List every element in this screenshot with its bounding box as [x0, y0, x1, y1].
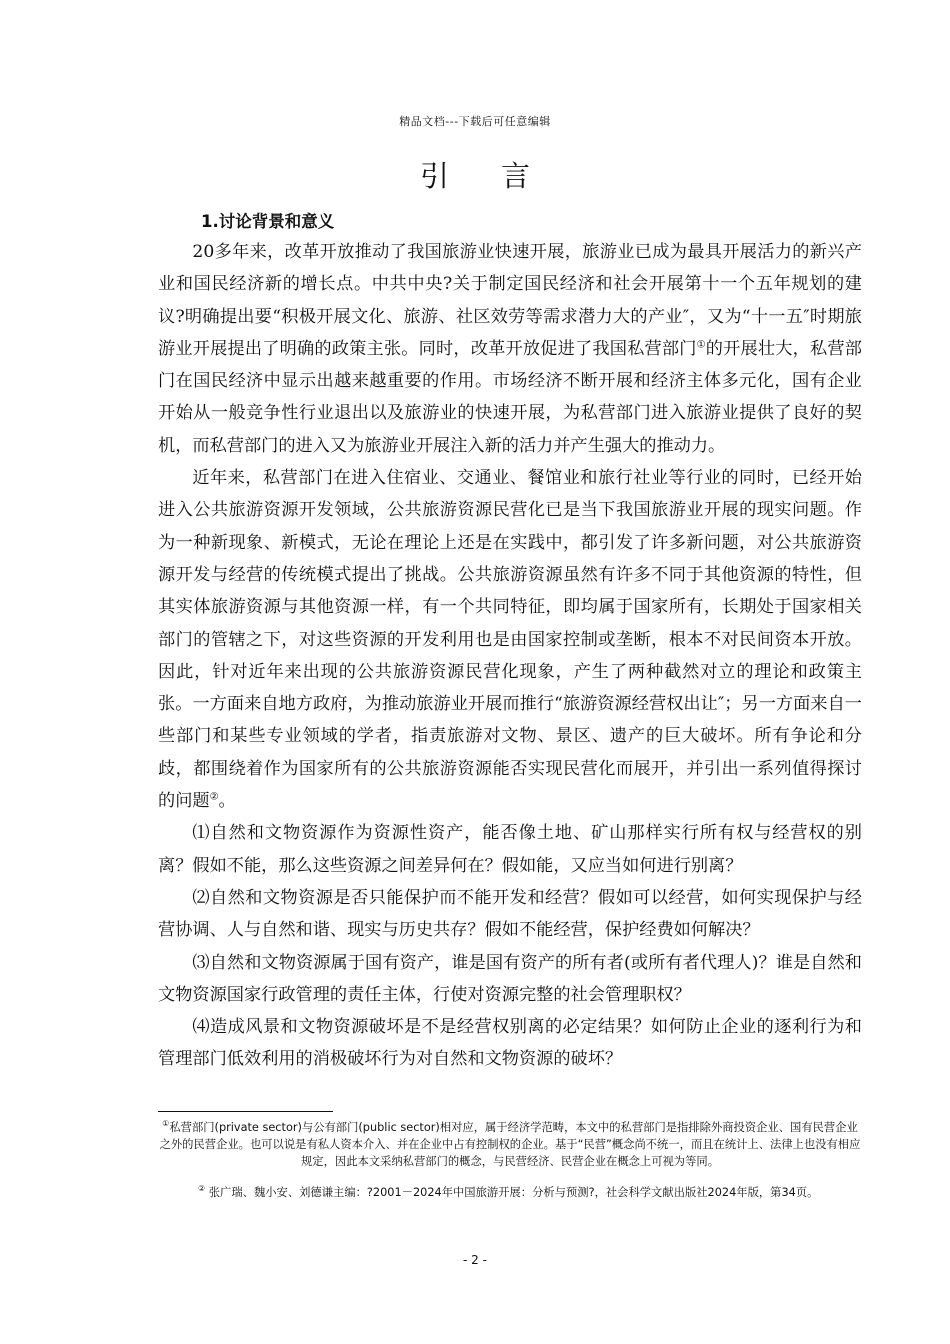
footnote-divider: [158, 1111, 333, 1112]
paragraph-text: 20多年来，改革开放推动了我国旅游业快速开展，旅游业已成为最具开展活力的新兴产业和国民经济新的增长点。中共中央?关于制定国民经济和社会开展第十一个五年规划的建议?明确提出要“积极开展文化、旅游、社区效劳等需求潜力大的产业″，又为“十一五″时期旅游业开展提出了明确的政策主张。同时，改革开放促进了我国私营部门: [158, 242, 862, 359]
body-text: [158, 236, 862, 1076]
footnote-1: [158, 1119, 862, 1170]
paragraph-text: ⑴自然和文物资源作为资源性资产，能否像土地、矿山那样实行所有权与经营权的别离？假如不能，那么这些资源之间差异何在？假如能，又应当如何进行别离？: [158, 823, 862, 876]
page-number: - 2 -: [463, 1253, 487, 1267]
footnote-2: [158, 1184, 862, 1201]
paragraph-text: ⑶自然和文物资源属于国有资产，谁是国有资产的所有者(或所有者代理人)？谁是自然和文物资源国家行政管理的责任主体，行使对资源完整的社会管理职权？: [158, 952, 862, 1005]
paragraph-text: ⑵自然和文物资源是否只能保护而不能开发和经营？假如可以经营，如何实现保护与经营协调、人与自然和谐、现实与历史共存？假如不能经营，保护经费如何解决？: [158, 887, 862, 941]
page-header: 精品文档---下载后可任意编辑: [399, 115, 551, 128]
footnote-text: 张广瑞、魏小安、刘德谦主编：?2001－2024年中国旅游开展：分析与预测?，社会科学文献出版社2024年版，第34页。: [205, 1186, 819, 1199]
footnote-text: 私营部门(private sector)与公有部门(public sector)相对应，属于经济学范畴，本文中的私营部门是指排除外商投资企业、国有民营企业之外的民营企业。也可以说是有私人资本介入、并在企业中占有控制权的企业。基于“民营”概念尚不统一，而且在统计上、法律上也没有相应规定，因此本文采纳私营部门的概念，与民营经济、民营企业在概念上可视为等同。: [159, 1121, 861, 1168]
paragraph-text: ⑷造成风景和文物资源破坏是不是经营权别离的必定结果？如何防止企业的逐利行为和管理部门低效利用的消极破坏行为对自然和文物资源的破坏？: [158, 1017, 862, 1070]
question-item: [158, 1011, 862, 1076]
paragraph-text: 的开展壮大，私营部门在国民经济中显示出越来越重要的作用。市场经济不断开展和经济主体多元化，国有企业开始从一般竞争性行业退出以及旅游业的快速开展，为私营部门进入旅游业提供了良好的契机，而私营部门的进入又为旅游业开展注入新的活力并产生强大的推动力。: [158, 338, 862, 456]
footnote-reference[interactable]: ②: [209, 791, 219, 803]
paragraph-text: 近年来，私营部门在进入住宿业、交通业、餐馆业和旅行社业等行业的同时，已经开始进入公共旅游资源开发领域，公共旅游资源民营化已是当下我国旅游业开展的现实问题。作为一种新现象、新模式，无论在理论上还是在实践中，都引发了许多新问题，对公共旅游资源开发与经营的传统模式提出了挑战。公共旅游资源虽然有许多不同于其他资源的特性，但其实体旅游资源与其他资源一样，有一个共同特征，即均属于国家所有，长期处于国家相关部门的管辖之下，对这些资源的开发利用也是由国家控制或垄断，根本不对民间资本开放。因此，针对近年来出现的公共旅游资源民营化现象，产生了两种截然对立的理论和政策主张。一方面来自地方政府，为推动旅游业开展而推行“旅游资源经营权出让″；另一方面来自一些部门和某些专业领域的学者，指责旅游对文物、景区、遗产的巨大破坏。所有争论和分歧，都围绕着作为国家所有的公共旅游资源能否实现民营化而展开，并引出一系列值得探讨的问题: [158, 468, 862, 812]
paragraph-text: 。: [218, 791, 236, 812]
question-item: [158, 947, 862, 1012]
paragraph: [158, 236, 862, 462]
chapter-title: 引言: [419, 159, 582, 193]
question-item: [158, 882, 862, 947]
footnote-mark: ②: [198, 1184, 206, 1194]
paragraph: [158, 462, 862, 817]
section-heading: 1.讨论背景和意义: [201, 212, 335, 231]
question-item: [158, 817, 862, 882]
footnote-reference[interactable]: ①: [696, 339, 706, 351]
footnote-mark: ①: [162, 1119, 170, 1129]
footnotes: [158, 1119, 862, 1201]
